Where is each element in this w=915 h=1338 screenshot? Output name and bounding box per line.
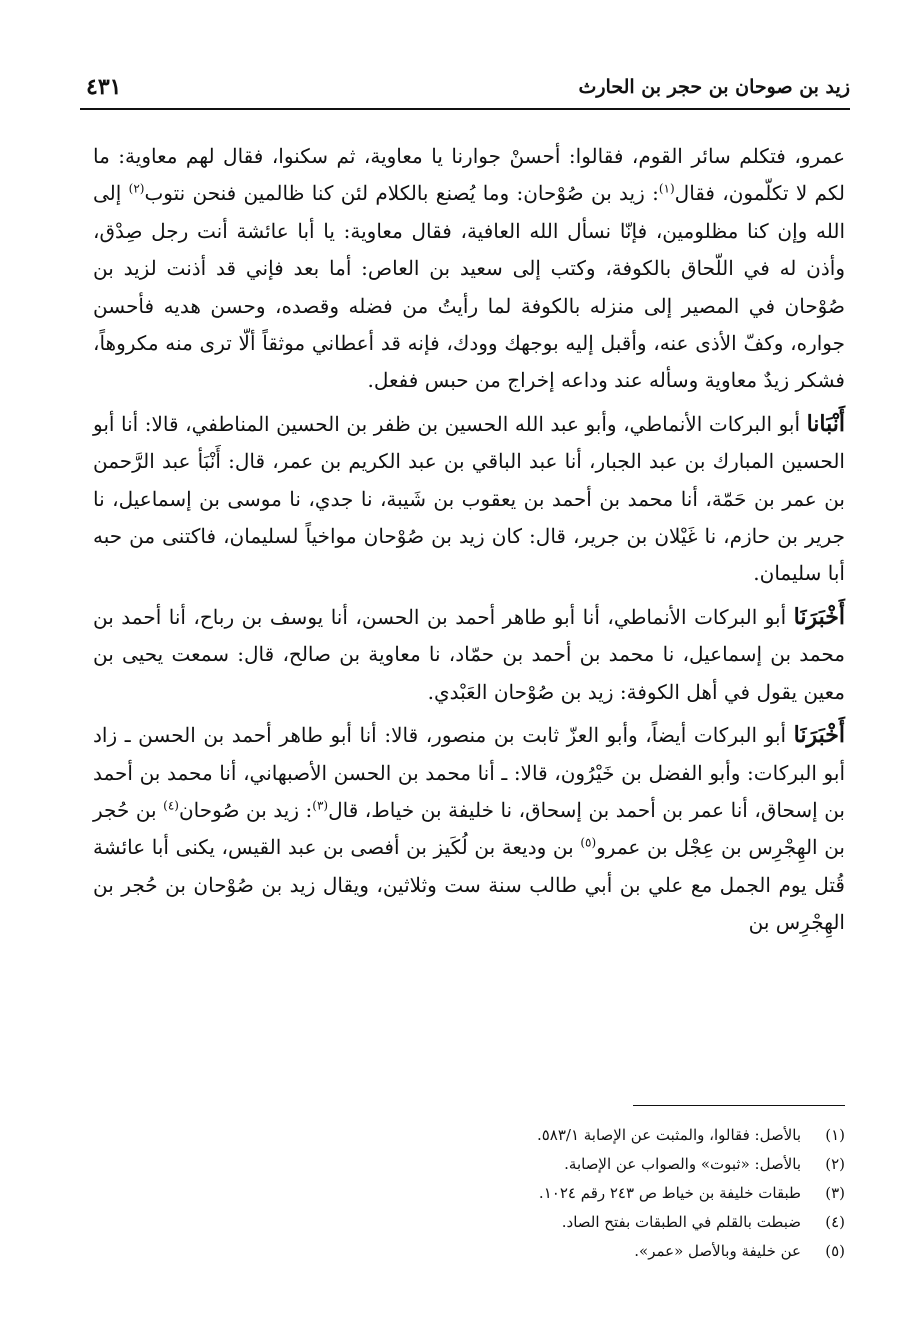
paragraph-4-text-b: : زيد بن صُوحان (178, 797, 313, 822)
footnote-number: (٣) (825, 1184, 845, 1202)
running-title: زيد بن صوحان بن حجر بن الحارث (578, 76, 850, 98)
paragraph-4-text-c: بن حُجر بن الهِجْرِس بن عِجْل بن عمرو (93, 797, 845, 860)
footnote-ref-2: (٢) (128, 181, 145, 196)
paragraph-4-text-d: بن وديعة بن لُكَيز بن أفصى بن عبد القيس، يكنى أبا عائشة قُتل يوم الجمل مع علي بن أبي طالب سنة ست وثلاثين، ويقال زيد بن صُوْحان بن حُجر بن الهِجْرِس بن (93, 835, 845, 935)
page-number: ٤٣١ (86, 74, 122, 100)
footnote-number: (١) (825, 1126, 845, 1144)
paragraph-3-text: أبو البركات الأنماطي، أنا أبو طاهر أحمد بن الحسن، أنا يوسف بن رباح، أنا أحمد بن محمد بن إسماعيل، نا محمد بن أحمد بن حمّاد، نا معاوية بن صالح، قال: سمعت يحيى بن معين يقول في أهل الكوفة: زيد بن صُوْحان العَبْدي. (93, 604, 845, 704)
footnote-ref-5: (٥) (580, 835, 597, 850)
footnote-5 (300, 1237, 845, 1266)
paragraph-2-text: أبو البركات الأنماطي، وأبو عبد الله الحسين بن ظفر بن الحسين المناطفي، قالا: أنا أبو الحسين المبارك بن عبد الجبار، أنا عبد الباقي بن عبد الكريم بن عمر، قال: أَنْبَأ عبد الرَّحمن بن عمر بن حَمّة، أنا محمد بن أحمد بن يعقوب بن شَيبة، نا جدي، نا موسى بن إسماعيل، نا جرير بن حازم، نا غَيْلان بن جرير، قال: كان زيد بن صُوْحان مواخياً لسليمان، فاكتنى من حبه أبا سليمان. (93, 411, 845, 586)
footnote-divider (633, 1105, 845, 1106)
paragraph-4 (93, 717, 845, 941)
paragraph-4-text-a: أبو البركات أيضاً، وأبو العزّ ثابت بن منصور، قالا: أنا أبو طاهر أحمد بن الحسن ـ زاد أبو البركات: وأبو الفضل بن خَيْرُون، قالا: ـ أنا محمد بن الحسن الأصبهاني، أنا محمد بن أحمد بن إسحاق، أنا عمر بن أحمد بن إسحاق، نا خليفة بن خياط، قال (93, 723, 845, 822)
footnotes (300, 1121, 845, 1266)
footnote-4 (300, 1208, 845, 1237)
footnote-ref-4: (٤) (163, 798, 179, 813)
footnote-text: طبقات خليفة بن خياط ص ٢٤٣ رقم ١٠٢٤. (538, 1184, 801, 1202)
footnote-1 (300, 1121, 845, 1150)
paragraph-2 (93, 406, 845, 593)
footnote-text: ضبطت بالقلم في الطبقات بفتح الصاد. (561, 1213, 801, 1231)
footnote-number: (٤) (825, 1213, 845, 1231)
paragraph-1-text-c: إلى الله وإن كنا مظلومين، فإنّا نسأل الله العافية، فقال معاوية: يا أبا عائشة أنت رجل صِدْق، وأذن له في اللّحاق بالكوفة، وكتب إلى سعيد بن العاص: أما بعد فإني قد أذنت لزيد بن صُوْحان في المصير إلى منزله بالكوفة لما رأيتُ من فضله وقصده، وحسن هديه فأحسن جواره، وكفّ الأذى عنه، وأقبل إليه بوجهك وودك، فإنه قد أعطاني موثقاً ألّا ترى منه مكروهاً، فشكر زيدٌ معاوية وسأله عند وداعه إخراج من حبس ففعل. (93, 181, 845, 393)
paragraph-1 (93, 138, 845, 400)
footnote-text: بالأصل: فقالوا، والمثبت عن الإصابة ٥٨٣/١. (536, 1126, 801, 1144)
paragraph-4-lead: أَخْبَرَنَا (793, 722, 845, 749)
footnote-ref-1: (١) (658, 181, 675, 196)
paragraph-3 (93, 599, 845, 711)
footnote-number: (٥) (825, 1242, 845, 1260)
page-header (80, 62, 850, 110)
footnote-3 (300, 1179, 845, 1208)
footnote-ref-3: (٣) (312, 798, 329, 813)
paragraph-1-text-a: عمرو، فتكلم سائر القوم، فقالوا: أحسنْ جوارنا يا معاوية، ثم سكنوا، فقال لهم معاوية: ما لكم لا تكلّمون، فقال (93, 144, 845, 206)
footnote-text: عن خليفة وبالأصل «عمر». (634, 1242, 801, 1260)
footnote-text: بالأصل: «ثبوت» والصواب عن الإصابة. (564, 1155, 801, 1173)
paragraph-3-lead: أَخْبَرَنَا (793, 603, 845, 630)
paragraph-1-text-b: : زيد بن صُوْحان: وما يُصنع بالكلام لئن كنا ظالمين فنحن نتوب (144, 181, 659, 206)
main-text (93, 138, 845, 948)
footnote-2 (300, 1150, 845, 1179)
footnote-number: (٢) (825, 1155, 845, 1173)
paragraph-2-lead: أَنْبَانا (806, 410, 845, 437)
